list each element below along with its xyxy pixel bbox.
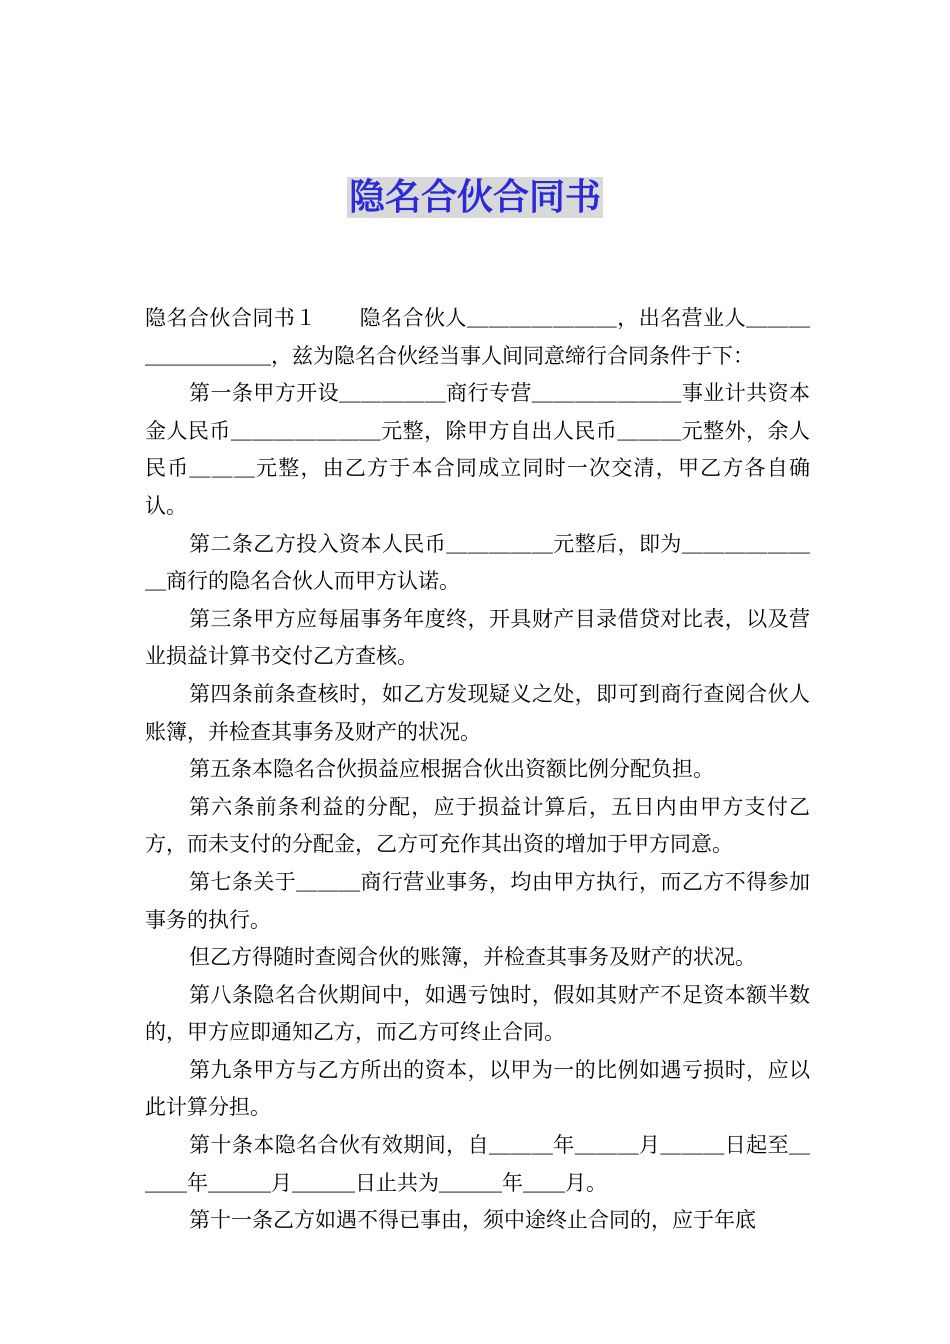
intro-paragraph: 隐名合伙合同书１ 隐名合伙人＿＿＿＿＿＿＿，出名营业人＿＿＿＿＿＿＿＿＿，兹为隐名合伙经当事人间同意缔行合同条件于下： [145, 306, 810, 368]
article-7: 第七条关于＿＿＿商行营业事务，均由甲方执行，而乙方不得参加事务的执行。 [145, 869, 810, 932]
article-11: 第十一条乙方如遇不得已事由，须中途终止合同的，应于年底 [189, 1208, 756, 1233]
article-7-continued: 但乙方得随时查阅合伙的账簿，并检查其事务及财产的状况。 [189, 945, 756, 970]
article-8: 第八条隐名合伙期间中，如遇亏蚀时，假如其财产不足资本额半数的，甲方应即通知乙方，而乙方可终止合同。 [145, 982, 810, 1045]
document-body [145, 300, 810, 1240]
article-6: 第六条前条利益的分配，应于损益计算后，五日内由甲方支付乙方，而未支付的分配金，乙方可充作其出资的增加于甲方同意。 [145, 794, 810, 857]
article-5: 第五条本隐名合伙损益应根据合伙出资额比例分配负担。 [189, 757, 714, 782]
document-title: 隐名合伙合同书 [348, 177, 601, 218]
article-3: 第三条甲方应每届事务年度终，开具财产目录借贷对比表，以及营业损益计算书交付乙方查核。 [145, 606, 810, 669]
article-10: 第十条本隐名合伙有效期间，自＿＿＿年＿＿＿月＿＿＿日起至＿＿＿年＿＿＿月＿＿＿日止共为＿＿＿年＿＿月。 [145, 1133, 810, 1195]
article-2: 第二条乙方投入资本人民币＿＿＿＿＿元整后，即为＿＿＿＿＿＿＿商行的隐名合伙人而甲方认诺。 [145, 531, 810, 594]
document-title-wrap [0, 170, 950, 226]
article-9: 第九条甲方与乙方所出的资本，以甲为一的比例如遇亏损时，应以此计算分担。 [145, 1057, 810, 1120]
article-1: 第一条甲方开设＿＿＿＿＿商行专营＿＿＿＿＿＿＿事业计共资本金人民币＿＿＿＿＿＿＿元整，除甲方自出人民币＿＿＿元整外，余人民币＿＿＿元整，由乙方于本合同成立同时一次交清，甲乙方各自确认。 [145, 381, 810, 518]
article-4: 第四条前条查核时，如乙方发现疑义之处，即可到商行查阅合伙人账簿，并检查其事务及财产的状况。 [145, 681, 810, 744]
